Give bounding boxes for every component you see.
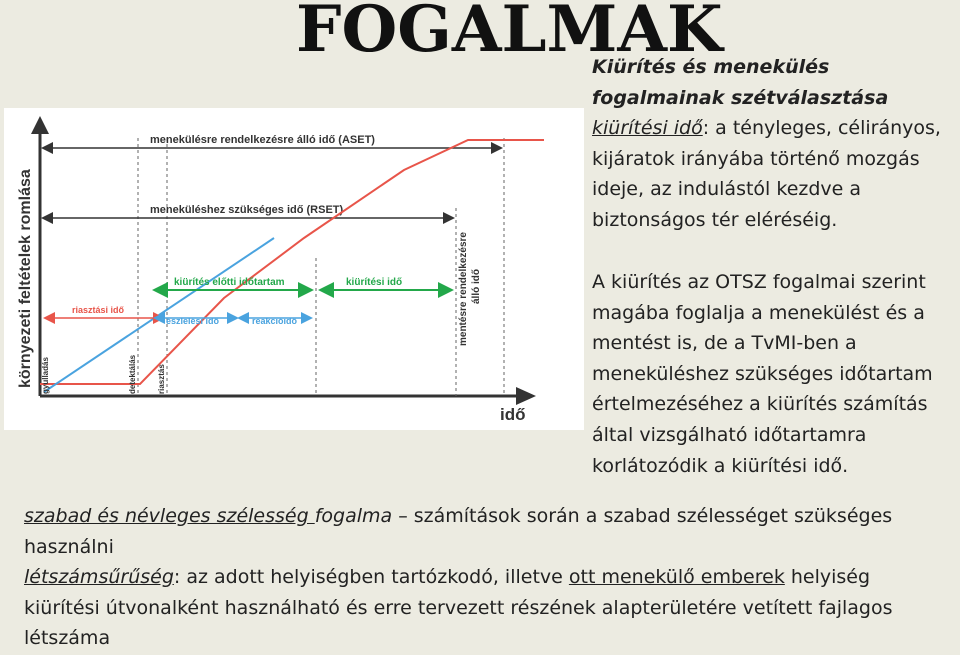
otsz-paragraph: A kiürítés az OTSZ fogalmai szerint magába foglalja a menekülést és a mentést is, de a TvMI-ben a meneküléshez szükséges időtartam értelmezéséhez a kiürítés számítás által vizsgálható időtartamra korlátozódik a kiürítési idő.: [592, 271, 933, 477]
alarm-tick-label: riasztás: [157, 364, 166, 394]
aset-label: menekülésre rendelkezésre álló idő (ASET): [150, 134, 375, 146]
evac-label: kiürítési idő: [346, 277, 403, 288]
term-definition: : a tényleges, célirányos, kijáratok irányába történő mozgás ideje, az indulástól kezdve a biztonságos tér eléréséig.: [592, 117, 941, 231]
ignition-label: gyulladás: [41, 357, 50, 394]
detect-tick-label: detektálás: [128, 354, 137, 394]
definition-letszamsuruseg-mid: : az adott helyiségben tartózkodó, illetve: [173, 566, 569, 588]
rescue-label-2: álló idő: [471, 269, 482, 304]
definition-letszamsuruseg: [24, 562, 944, 654]
intro-heading: Kiürítés és menekülés fogalmainak szétválasztása: [592, 56, 889, 109]
intro-block: [592, 52, 952, 235]
alarm-time-label: riasztási idő: [72, 305, 125, 315]
definition-letszamsuruseg-text: helyiség kiürítési útvonalként használható és erre tervezett részének alapterületére vetített fajlagos létszáma: [24, 566, 893, 649]
definition-szelesseg-text: – számítások során a szabad szélességet szükséges használni: [24, 505, 893, 558]
term-fogalma: fogalma: [314, 505, 393, 527]
term-menekulo-emberek: ott menekülő emberek: [568, 566, 785, 588]
detection-label: észlelési idő: [166, 316, 220, 326]
aset-rset-diagram: [4, 108, 584, 430]
term-szelesseg: szabad és névleges szélesség: [24, 505, 315, 527]
y-axis-arrowhead: [31, 116, 49, 134]
y-axis-label: környezeti feltételek romlása: [17, 169, 34, 388]
bottom-definitions: [24, 501, 944, 654]
page-title: FOGALMAK: [296, 0, 723, 67]
definition-szelesseg: [24, 501, 944, 562]
reaction-label: reakcióidő: [252, 316, 298, 326]
x-axis-label: idő: [500, 405, 526, 424]
diagram-svg: [4, 108, 584, 430]
pre-evac-label: kiürítés előtti időtartam: [174, 277, 285, 288]
rset-label: meneküléshez szükséges idő (RSET): [150, 204, 344, 216]
term-letszamsuruseg: létszámsűrűség: [24, 566, 174, 588]
rescue-label-1: mentésre rendelkezésre: [458, 232, 469, 346]
x-axis-arrowhead: [516, 387, 536, 405]
term-kiuritesi-ido: kiürítési idő: [592, 117, 703, 139]
